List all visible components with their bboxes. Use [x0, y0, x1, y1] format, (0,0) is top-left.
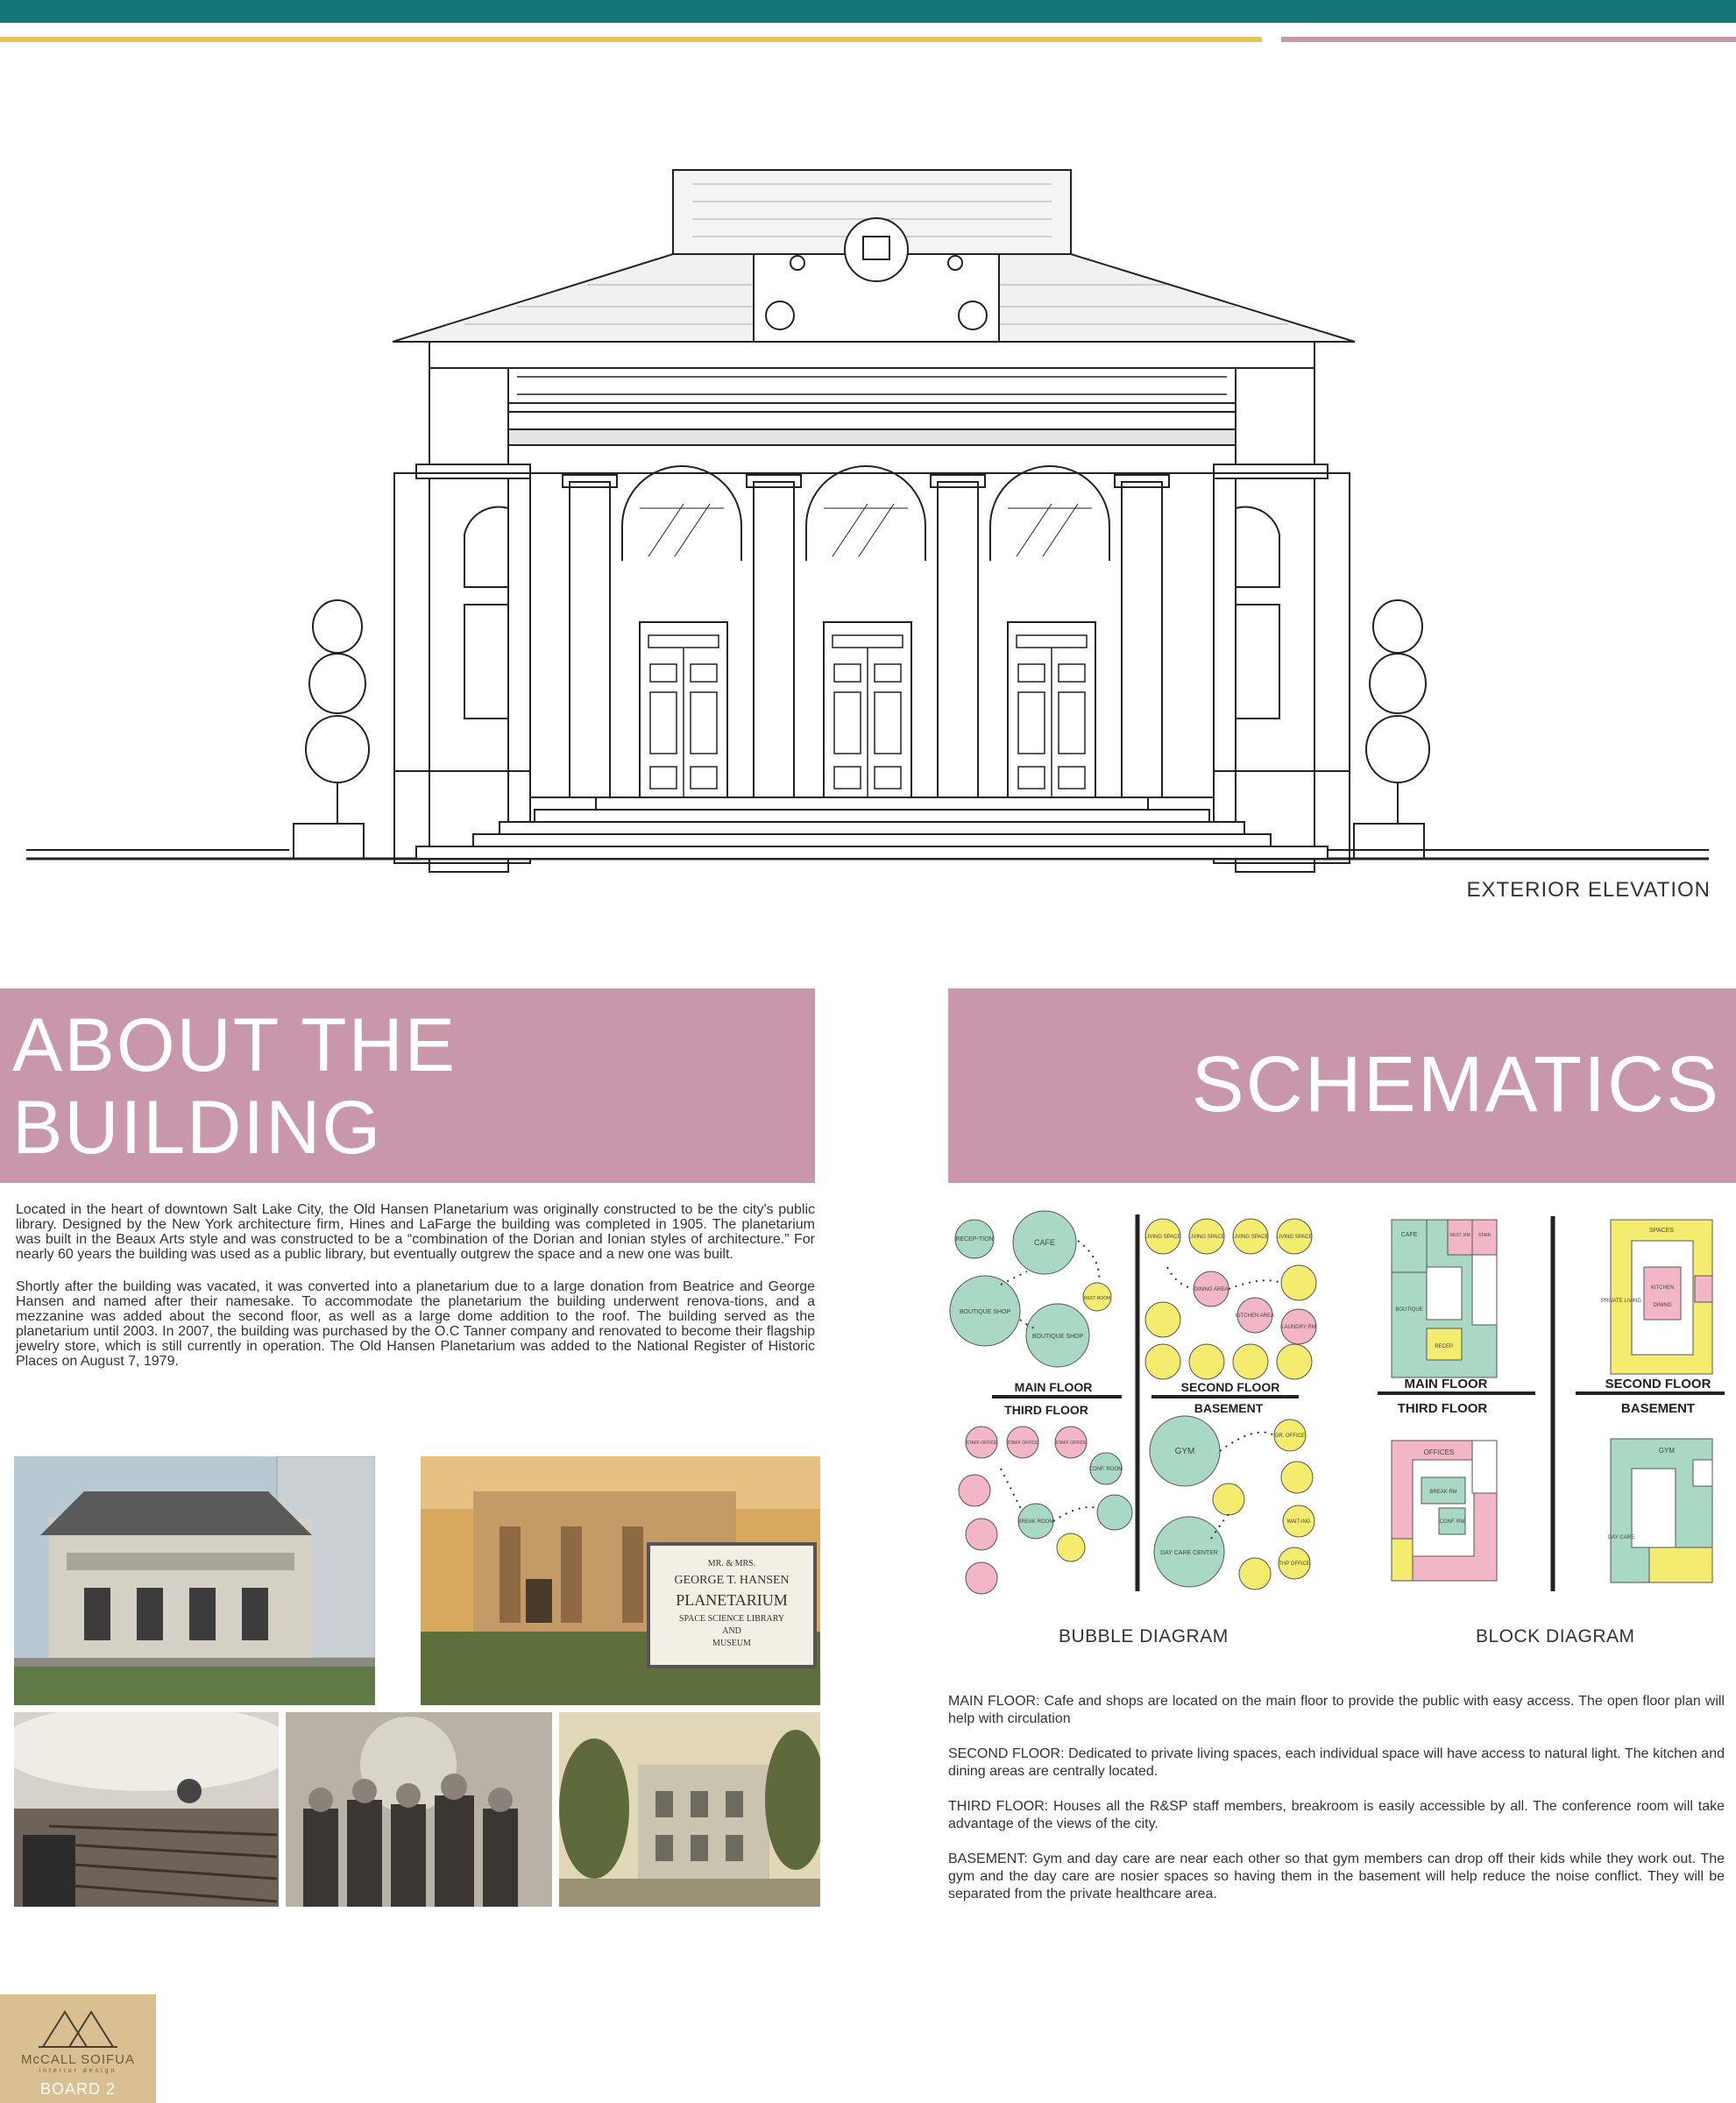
bubble-living-2: LIVING SPACE [1188, 1235, 1225, 1240]
designer-logo-box [0, 1994, 156, 2103]
bubble-living-3: LIVING SPACE [1232, 1235, 1269, 1240]
about-header [0, 988, 815, 1183]
schematics-header [948, 988, 1736, 1183]
bubble-reception: RECEP-TION [955, 1236, 994, 1243]
mountain-logo-icon [39, 2007, 117, 2050]
board-number: BOARD 2 [39, 2080, 117, 2098]
note-second-floor-text: Dedicated to private living spaces, each individual space will have access to natural light. The kitchen and dining areas are centrally located. [948, 1746, 1725, 1779]
about-text [16, 1202, 815, 1386]
schematics-notes [948, 1693, 1725, 1921]
bubble-staff-1: STAFF OFFICE [966, 1441, 997, 1446]
block-stair: STAIR [1477, 1233, 1492, 1238]
block-recep: RECEP. [1435, 1344, 1454, 1349]
block-second-floor-label: SECOND FLOOR [1605, 1377, 1711, 1391]
bubble-second-floor-label: SECOND FLOOR [1180, 1380, 1280, 1394]
block-basement-label: BASEMENT [1620, 1401, 1696, 1416]
bubble-basement-label: BASEMENT [1194, 1401, 1264, 1415]
sign-line-5: AND [722, 1626, 741, 1636]
bubble-break: BREAK ROOM [1017, 1519, 1054, 1525]
block-conf: CONF. RM [1439, 1519, 1465, 1525]
block-kitchen: KITCHEN [1650, 1285, 1675, 1291]
block-break: BREAK RM [1429, 1490, 1457, 1495]
about-paragraph-1: Located in the heart of downtown Salt Lake City, the Old Hansen Planetarium was originally constructed to be the city's public library. Designed by the New York architecture firm, Hines and LaFarge the building was completed in 1905. The planetarium was built in the Beaux Arts style and was constructed to be a “combination of the Dorian and Ionian styles of architecture.” For nearly 60 years the building was used as a public library, but eventually outgrew the space and a new one was built. [16, 1202, 815, 1262]
bubble-boutique-2: BOUTIQUE SHOP [1031, 1334, 1084, 1340]
bubble-therapy: THP OFFICE [1279, 1561, 1310, 1567]
schematics-title: SCHEMATICS [1191, 1041, 1720, 1129]
library-postcard-photo [559, 1712, 820, 1907]
bubble-main-floor-label: MAIN FLOOR [1014, 1380, 1093, 1394]
bubble-living-1: LIVING SPACE [1144, 1235, 1181, 1240]
about-paragraph-2: Shortly after the building was vacated, it was converted into a planetarium due to a large donation from Beatrice and George Hansen and named after their namesake. To accommodate the planetarium the building underwent renova-tions, and a mezzanine was added about the second floor, as well as a large dome addition to the roof. The building served as the planetarium until 2003. In 2007, the building was purchased by the O.C Tanner company and renovated to become their flagship jewelry store, which is still currently in operation. The Old Hansen Planetarium was added to the National Register of Historic Places on August 7, 1979. [16, 1279, 815, 1369]
yellow-rule [0, 37, 1262, 42]
logo-name: McCALL SOIFUA [21, 2052, 135, 2067]
logo-subtitle: interior design [39, 2068, 117, 2074]
bubble-restroom: REST-ROOM [1083, 1296, 1111, 1301]
bubble-daycare: DAY CARE CENTER [1160, 1550, 1218, 1556]
block-gym: GYM [1658, 1447, 1676, 1455]
planetarium-sign-photo [421, 1456, 820, 1705]
bubble-staff-3: STAFF OFFICE [1055, 1441, 1087, 1446]
building-photo-exterior [14, 1456, 375, 1705]
bubble-gym: GYM [1174, 1447, 1195, 1456]
block-boutique: BOUTIQUE [1395, 1307, 1423, 1313]
bubble-living-4: LIVING SPACE [1276, 1235, 1313, 1240]
block-main-floor-label: MAIN FLOOR [1404, 1377, 1488, 1391]
bubble-boutique-1: BOUTIQUE SHOP [959, 1309, 1011, 1315]
note-main-floor [948, 1693, 1725, 1728]
block-third-floor-label: THIRD FLOOR [1397, 1401, 1488, 1416]
pink-rule [1281, 37, 1736, 42]
bubble-laundry: LAUNDRY RM [1281, 1325, 1316, 1330]
block-diagram-caption: BLOCK DIAGRAM [1476, 1626, 1635, 1646]
note-basement [948, 1851, 1725, 1903]
note-second-floor [948, 1745, 1725, 1781]
bubble-diagram [948, 1206, 1327, 1600]
bubble-waiting: WAIT-ING [1286, 1519, 1311, 1525]
exterior-elevation-drawing [26, 158, 1726, 876]
block-dining: DINING [1653, 1303, 1672, 1308]
block-cafe: CAFE [1400, 1232, 1418, 1238]
top-teal-bar [0, 0, 1736, 23]
sign-line-1: MR. & MRS. [707, 1559, 756, 1568]
block-private-living: PRIVATE LIVING [1600, 1299, 1642, 1304]
note-third-floor [948, 1798, 1725, 1833]
note-main-floor-text: Cafe and shops are located on the main floor to provide the public with easy access. The open floor plan will help with circulation [948, 1694, 1725, 1726]
bubble-dr-office: DR. OFFICE [1275, 1434, 1305, 1439]
block-offices: OFFICES [1423, 1448, 1455, 1456]
sign-line-4: SPACE SCIENCE LIBRARY [678, 1614, 785, 1624]
block-diagram [1369, 1206, 1725, 1600]
sign-line-2: GEORGE T. HANSEN [674, 1574, 790, 1587]
moon-exhibit-photo [286, 1712, 552, 1907]
about-title-line2: BUILDING [12, 1086, 383, 1170]
bubble-conf: CONF. ROOM [1088, 1467, 1123, 1472]
about-title-line1: ABOUT THE [12, 1003, 457, 1087]
about-title [12, 1004, 457, 1169]
bubble-third-floor-label: THIRD FLOOR [1004, 1403, 1088, 1417]
bubble-dining: DINING AREA [1194, 1287, 1229, 1292]
sign-line-6: MUSEUM [712, 1639, 751, 1648]
elevation-caption: EXTERIOR ELEVATION [1466, 878, 1711, 902]
note-third-floor-text: Houses all the R&SP staff members, breakroom is easily accessible by all. The conference room will take advantage of the views of the city. [948, 1799, 1725, 1831]
bubble-kitchen: KITCHEN AREA [1235, 1313, 1275, 1319]
bubble-diagram-caption: BUBBLE DIAGRAM [1059, 1626, 1229, 1646]
note-basement-text: Gym and day care are near each other so that gym members can drop off their kids while they work out. The gym and the day care are nosier spaces so having them in the basement will help reduce the noise conflict. They will be separated from the private healthcare area. [948, 1852, 1725, 1901]
note-basement-label: BASEMENT: [948, 1852, 1028, 1866]
block-spaces: SPACES [1649, 1228, 1674, 1234]
block-daycare: DAY CARE [1607, 1535, 1635, 1540]
sign-line-3: PLANETARIUM [676, 1591, 788, 1609]
note-second-floor-label: SECOND FLOOR: [948, 1746, 1065, 1761]
block-rest: REST. RM [1449, 1233, 1470, 1238]
note-third-floor-label: THIRD FLOOR: [948, 1799, 1049, 1814]
bubble-staff-2: STAFF OFFICE [1007, 1441, 1038, 1446]
note-main-floor-label: MAIN FLOOR: [948, 1694, 1040, 1709]
planetarium-theater-photo [14, 1712, 279, 1907]
bubble-cafe: CAFE [1033, 1238, 1056, 1247]
